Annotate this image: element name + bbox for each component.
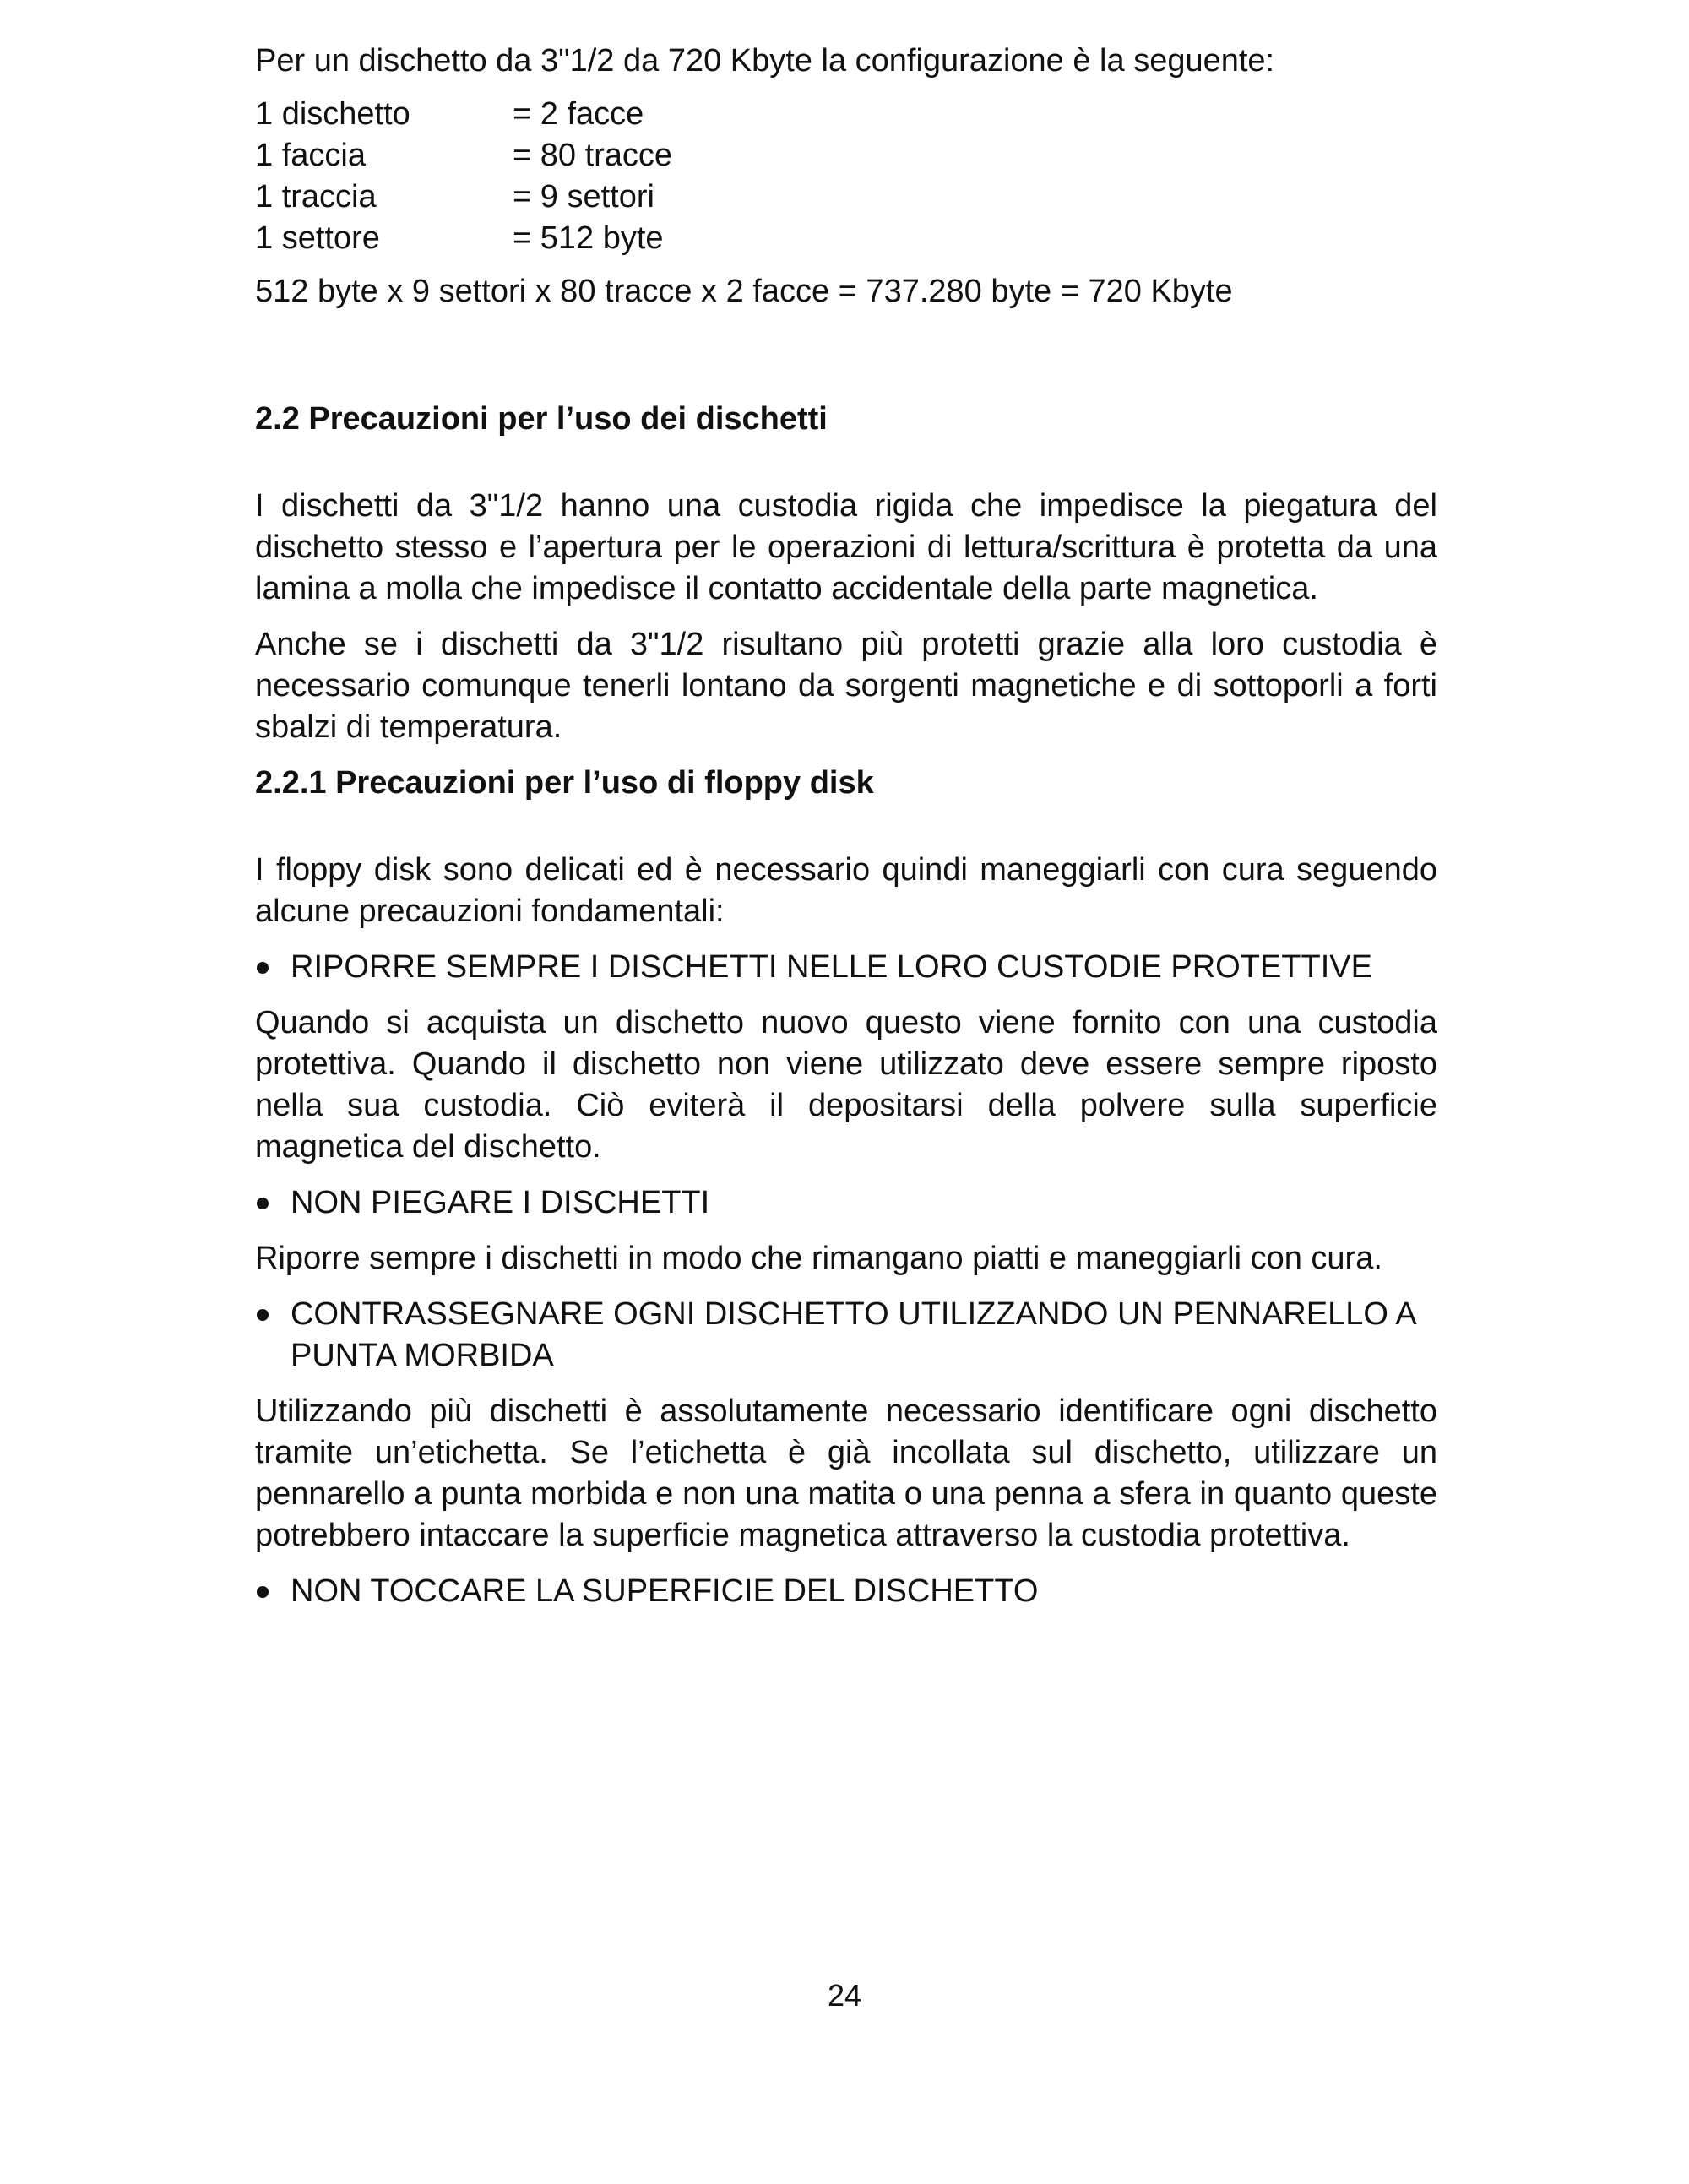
bullet-item (255, 947, 1437, 988)
section-heading-2-2: 2.2 Precauzioni per l’uso dei dischetti (255, 401, 828, 437)
bullet-dot-icon (255, 1294, 291, 1377)
paragraph: Utilizzando più dischetti è assolutamente necessario identificare ogni dischetto tramite un’etichetta. Se l’etichetta è già incollata sul dischetto, utilizzare un pennarello a punta morbida e non una matita o una penna a sfera in quanto queste potrebbero intaccare la superficie magnetica attraverso la custodia protettiva. (255, 1394, 1437, 1553)
config-value: = 9 settori (513, 179, 654, 215)
config-term: 1 traccia (255, 179, 377, 215)
bullet-text: RIPORRE SEMPRE I DISCHETTI NELLE LORO CUSTODIE PROTETTIVE (291, 949, 1372, 985)
intro-text: Per un dischetto da 3"1/2 da 720 Kbyte la configurazione è la seguente: (255, 43, 1275, 79)
config-row (255, 135, 1437, 177)
paragraph: I floppy disk sono delicati ed è necessario quindi maneggiarli con cura seguendo alcune precauzioni fondamentali: (255, 852, 1437, 929)
page-number: 24 (827, 1978, 862, 2013)
bullet-text: NON PIEGARE I DISCHETTI (291, 1185, 710, 1220)
bullet-dot-icon (255, 1571, 291, 1612)
document-page (255, 41, 1437, 1627)
bullet-dot-icon (255, 947, 291, 988)
config-term: 1 dischetto (255, 96, 410, 132)
config-row (255, 94, 1437, 135)
paragraph: Quando si acquista un dischetto nuovo questo viene fornito con una custodia protettiva. Quando il dischetto non viene utilizzato deve essere sempre riposto nella sua custodia. Ciò eviterà il depositarsi della polvere sulla superficie magnetica del dischetto. (255, 1005, 1437, 1165)
bullet-item (255, 1182, 1437, 1224)
bullet-item (255, 1294, 1437, 1377)
config-row (255, 177, 1437, 218)
bullet-item (255, 1571, 1437, 1612)
paragraph: I dischetti da 3"1/2 hanno una custodia rigida che impedisce la piegatura del dischetto stesso e l’apertura per le operazioni di lettura/scrittura è protetta da una lamina a molla che impedisce il contatto accidentale della parte magnetica. (255, 488, 1437, 606)
config-table (255, 94, 1437, 259)
section-heading-2-2-1: 2.2.1 Precauzioni per l’uso di floppy disk (255, 765, 874, 801)
bullet-text: NON TOCCARE LA SUPERFICIE DEL DISCHETTO (291, 1573, 1039, 1609)
bullet-text: CONTRASSEGNARE OGNI DISCHETTO UTILIZZANDO UN PENNARELLO A PUNTA MORBIDA (291, 1296, 1415, 1373)
calculation-line: 512 byte x 9 settori x 80 tracce x 2 facce = 737.280 byte = 720 Kbyte (255, 274, 1233, 309)
paragraph: Riporre sempre i dischetti in modo che rimangano piatti e maneggiarli con cura. (255, 1241, 1382, 1276)
paragraph: Anche se i dischetti da 3"1/2 risultano più protetti grazie alla loro custodia è necessario comunque tenerli lontano da sorgenti magnetiche e di sottoporli a forti sbalzi di temperatura. (255, 627, 1437, 745)
config-term: 1 settore (255, 220, 380, 256)
bullet-dot-icon (255, 1182, 291, 1224)
config-term: 1 faccia (255, 138, 366, 173)
config-value: = 80 tracce (513, 138, 673, 173)
config-row (255, 218, 1437, 259)
config-value: = 2 facce (513, 96, 644, 132)
config-value: = 512 byte (513, 220, 664, 256)
